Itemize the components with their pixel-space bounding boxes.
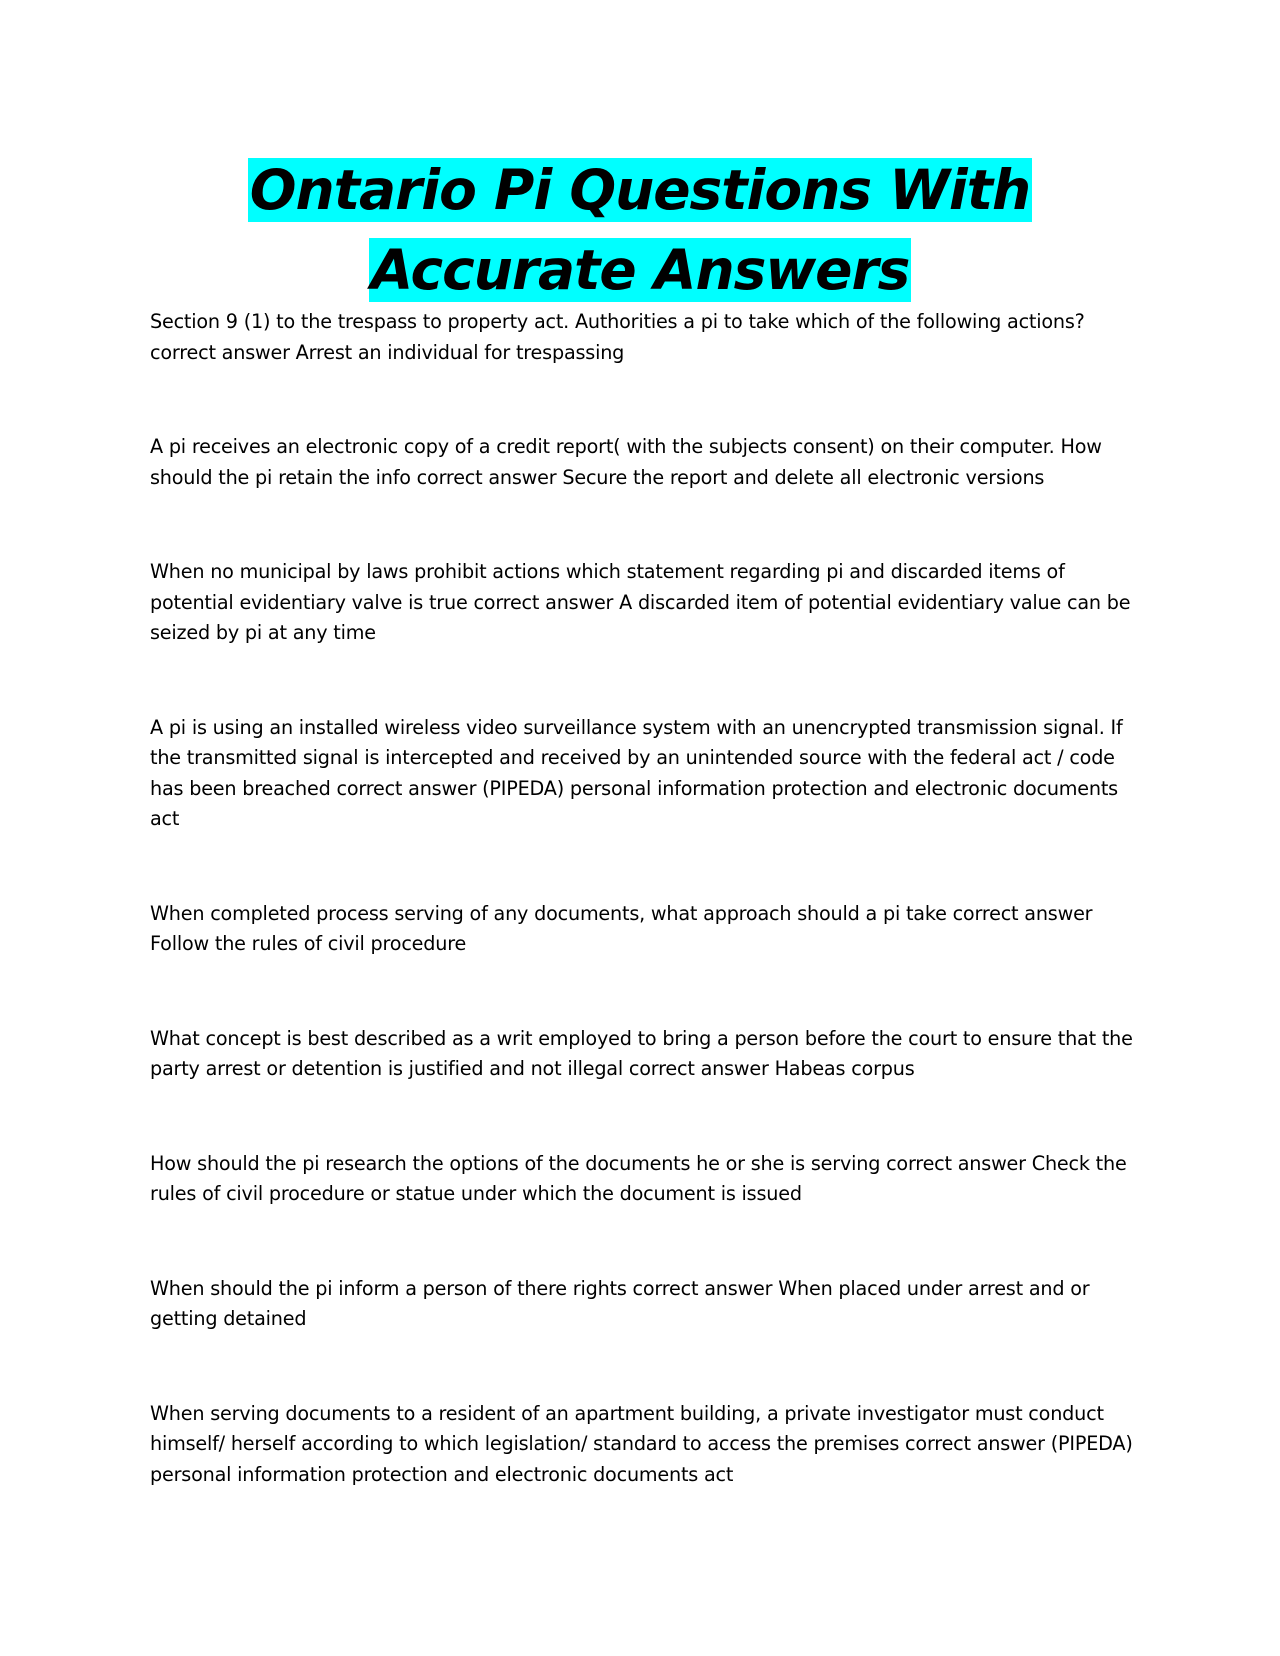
qa-item-1: Section 9 (1) to the trespass to property act. Authorities a pi to take which of the following actions? correct answer Arrest an individual for trespassing <box>150 310 1085 364</box>
qa-item-9: When serving documents to a resident of an apartment building, a private investigator must conduct himself/ herself according to which legislation/ standard to access the premises correct answer (PIPEDA) personal information protection and electronic documents act <box>150 1401 1133 1486</box>
qa-item-2: A pi receives an electronic copy of a credit report( with the subjects consent) on their computer. How should the pi retain the info correct answer Secure the report and delete all electronic versions <box>150 435 1102 489</box>
qa-item-6: What concept is best described as a writ employed to bring a person before the court to ensure that the party arrest or detention is justified and not illegal correct answer Habeas corpus <box>150 1026 1133 1080</box>
document-title: Ontario Pi Questions With Accurate Answers <box>249 158 1031 302</box>
qa-item-3: When no municipal by laws prohibit actions which statement regarding pi and discarded items of potential evidentiary valve is true correct answer A discarded item of potential evidentiary value can be seized by pi at any time <box>150 560 1131 644</box>
qa-item-4: A pi is using an installed wireless video surveillance system with an unencrypted transmission signal. If the transmitted signal is intercepted and received by an unintended source with the federal act / code has been breached correct answer (PIPEDA) personal information protection and electronic documents act <box>150 715 1123 830</box>
qa-item-5: When completed process serving of any documents, what approach should a pi take correct answer Follow the rules of civil procedure <box>150 901 1093 955</box>
title-block <box>130 150 1150 310</box>
qa-item-7: How should the pi research the options of the documents he or she is serving correct answer Check the rules of civil procedure or statue under which the document is issued <box>150 1151 1127 1205</box>
qa-list <box>150 307 1135 1554</box>
qa-item-8: When should the pi inform a person of there rights correct answer When placed under arrest and or getting detained <box>150 1276 1090 1330</box>
